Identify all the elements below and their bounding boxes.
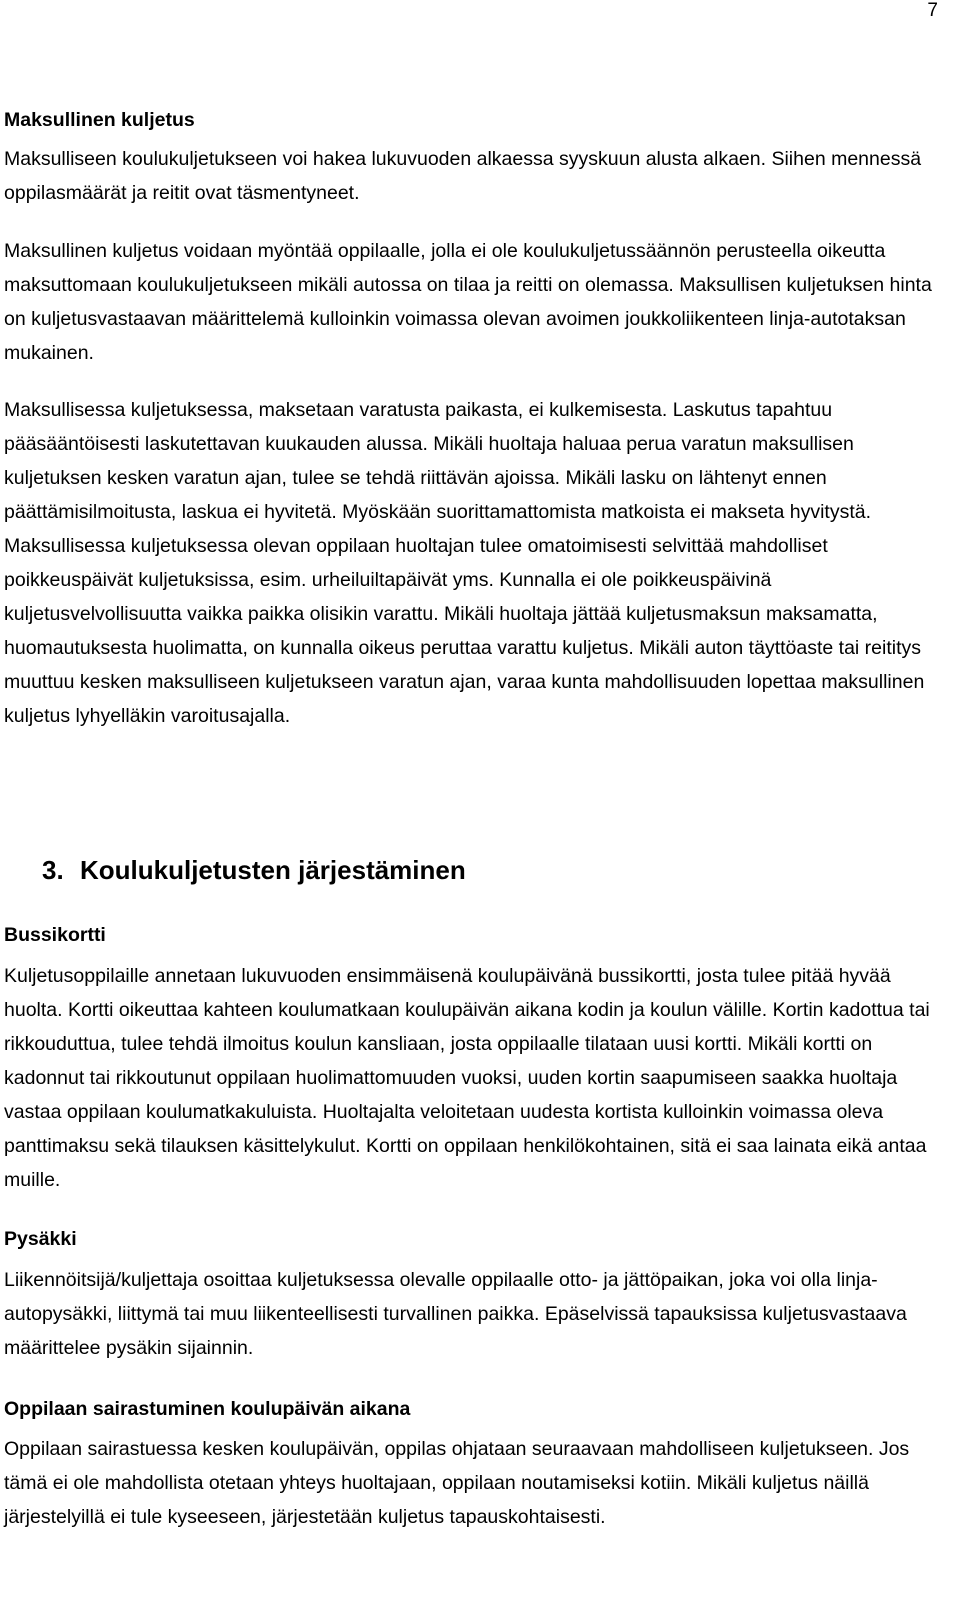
paragraph-bus-stop: Liikennöitsijä/kuljettaja osoittaa kuljetuksessa olevalle oppilaalle otto- ja jättöpaikan, joka voi olla linja-autopysäkki, liittymä tai muu liikenteellisesti turvallinen paikka. Epäselvissä tapauksissa kuljetusvastaava määrittelee pysäkin sijainnin. <box>4 1269 907 1359</box>
paragraph-paid-transport-application: Maksulliseen koulukuljetukseen voi hakea lukuvuoden alkaessa syyskuun alusta alkaen. Siihen mennessä oppilasmäärät ja reitit ovat täsmentyneet. <box>4 148 922 204</box>
chapter-heading <box>42 852 466 888</box>
section-heading-illness: Oppilaan sairastuminen koulupäivän aikana <box>4 1398 411 1420</box>
section-heading-paid-transport: Maksullinen kuljetus <box>4 109 195 131</box>
chapter-number: 3. <box>42 855 64 885</box>
page-number: 7 <box>927 0 938 21</box>
section-heading-bus-card: Bussikortti <box>4 924 106 946</box>
paragraph-illness: Oppilaan sairastuessa kesken koulupäivän, oppilas ohjataan seuraavaan mahdolliseen kuljetukseen. Jos tämä ei ole mahdollista otetaan yhteys huoltajaan, oppilaan noutamiseksi kotiin. Mikäli kuljetus näillä järjestelyillä ei tule kyseeseen, järjestetään kuljetus tapauskohtaisesti. <box>4 1438 910 1528</box>
paragraph-bus-card: Kuljetusoppilaille annetaan lukuvuoden ensimmäisenä koulupäivänä bussikortti, josta tulee pitää hyvää huolta. Kortti oikeuttaa kahteen koulumatkaan koulupäivän aikana kodin ja koulun välille. Kortin kadottua tai rikkouduttua, tulee tehdä ilmoitus koulun kansliaan, josta oppilaalle tilataan uusi kortti. Mikäli kortti on kadonnut tai rikkoutunut oppilaan huolimattomuuden vuoksi, uuden kortin saapumiseen saakka huoltaja vastaa oppilaan koulumatkakuluista. Huoltajalta veloitetaan uudesta kortista kulloinkin voimassa oleva panttimaksu sekä tilauksen käsittelykulut. Kortti on oppilaan henkilökohtainen, sitä ei saa lainata eikä antaa muille. <box>4 965 930 1191</box>
paragraph-paid-transport-eligibility: Maksullinen kuljetus voidaan myöntää oppilaalle, jolla ei ole koulukuljetussäännön perusteella oikeutta maksuttomaan koulukuljetukseen mikäli autossa on tilaa ja reitti on olemassa. Maksullisen kuljetuksen hinta on kuljetusvastaavan määrittelemä kulloinkin voimassa olevan avoimen joukkoliikenteen linja-autotaksan mukainen. <box>4 240 932 364</box>
chapter-title: Koulukuljetusten järjestäminen <box>80 855 466 885</box>
paragraph-paid-transport-billing: Maksullisessa kuljetuksessa, maksetaan varatusta paikasta, ei kulkemisesta. Laskutus tapahtuu pääsääntöisesti laskutettavan kuukauden alussa. Mikäli huoltaja haluaa perua varatun maksullisen kuljetuksen kesken varatun ajan, tulee se tehdä riittävän ajoissa. Mikäli lasku on lähtenyt ennen päättämisilmoitusta, laskua ei hyvitetä. Myöskään suorittamattomista matkoista ei makseta hyvitystä. Maksullisessa kuljetuksessa olevan oppilaan huoltajan tulee omatoimisesti selvittää mahdolliset poikkeuspäivät kuljetuksissa, esim. urheiluiltapäivät yms. Kunnalla ei ole poikkeuspäivinä kuljetusvelvollisuutta vaikka paikka olisikin varattu. Mikäli huoltaja jättää kuljetusmaksun maksamatta, huomautuksesta huolimatta, on kunnalla oikeus peruttaa varattu kuljetus. Mikäli auton täyttöaste tai reititys muuttuu kesken maksulliseen kuljetukseen varatun ajan, varaa kunta mahdollisuuden lopettaa maksullinen kuljetus lyhyelläkin varoitusajalla. <box>4 399 925 727</box>
section-heading-bus-stop: Pysäkki <box>4 1228 77 1250</box>
